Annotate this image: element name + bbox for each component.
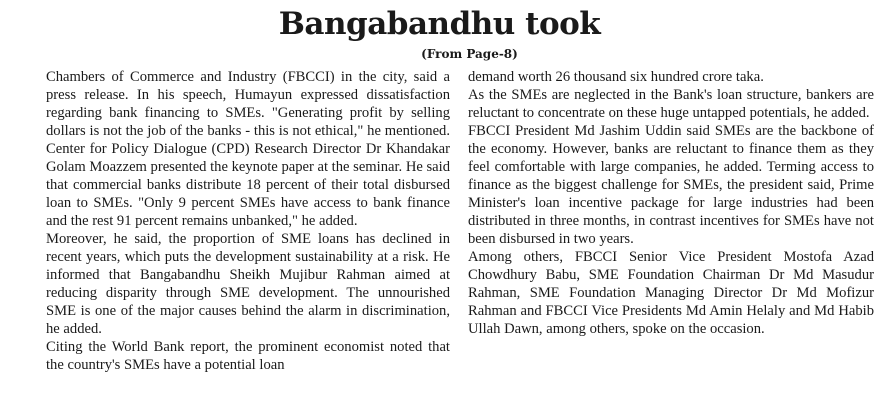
left-column [46, 68, 450, 374]
headline: Bangabandhu took [278, 6, 601, 42]
paragraph: FBCCI President Md Jashim Uddin said SMEs are the backbone of the economy. However, banks are reluctant to finance them as they feel comfortable with large companies, he added. Terming access to finance as the biggest challenge for SMEs, the president said, Prime Minister's loan incentive package for large industries had been distributed in three months, in contrast incentives for SMEs have not been disbursed in two years. [468, 123, 874, 247]
paragraph: Moreover, he said, the proportion of SME loans has declined in recent years, which puts the development sustainability at a risk. He informed that Bangabandhu Sheikh Mujibur Rahman aimed at reducing disparity through SME development. The unnourished SME is one of the major causes behind the alarm in discrimination, he added. [46, 231, 450, 337]
paragraph: demand worth 26 thousand six hundred crore taka. [468, 69, 764, 85]
paragraph: Citing the World Bank report, the prominent economist noted that the country's SMEs have a potential loan [46, 339, 450, 373]
continuation-note: (From Page-8) [421, 47, 518, 61]
paragraph: Among others, FBCCI Senior Vice President Mostofa Azad Chowdhury Babu, SME Foundation Chairman Dr Md Masudur Rahman, SME Foundation Managing Director Dr Md Mofizur Rahman and FBCCI Vice Presidents Md Amin Helaly and Md Habib Ullah Dawn, among others, spoke on the occasion. [468, 249, 874, 337]
paragraph: As the SMEs are neglected in the Bank's loan structure, bankers are reluctant to concentrate on these huge untapped potentials, he added. [468, 87, 874, 121]
right-column [468, 68, 874, 338]
paragraph: Chambers of Commerce and Industry (FBCCI) in the city, said a press release. In his speech, Humayun expressed dissatisfaction regarding bank financing to SMEs. "Generating profit by selling dollars is not the job of the banks - this is not ethical," he mentioned. Center for Policy Dialogue (CPD) Research Director Dr Khandakar Golam Moazzem presented the keynote paper at the seminar. He said that commercial banks distribute 18 percent of their total disbursed loan to SMEs. "Only 9 percent SMEs have access to bank finance and the rest 91 percent remains unbanked," he added. [46, 69, 451, 229]
